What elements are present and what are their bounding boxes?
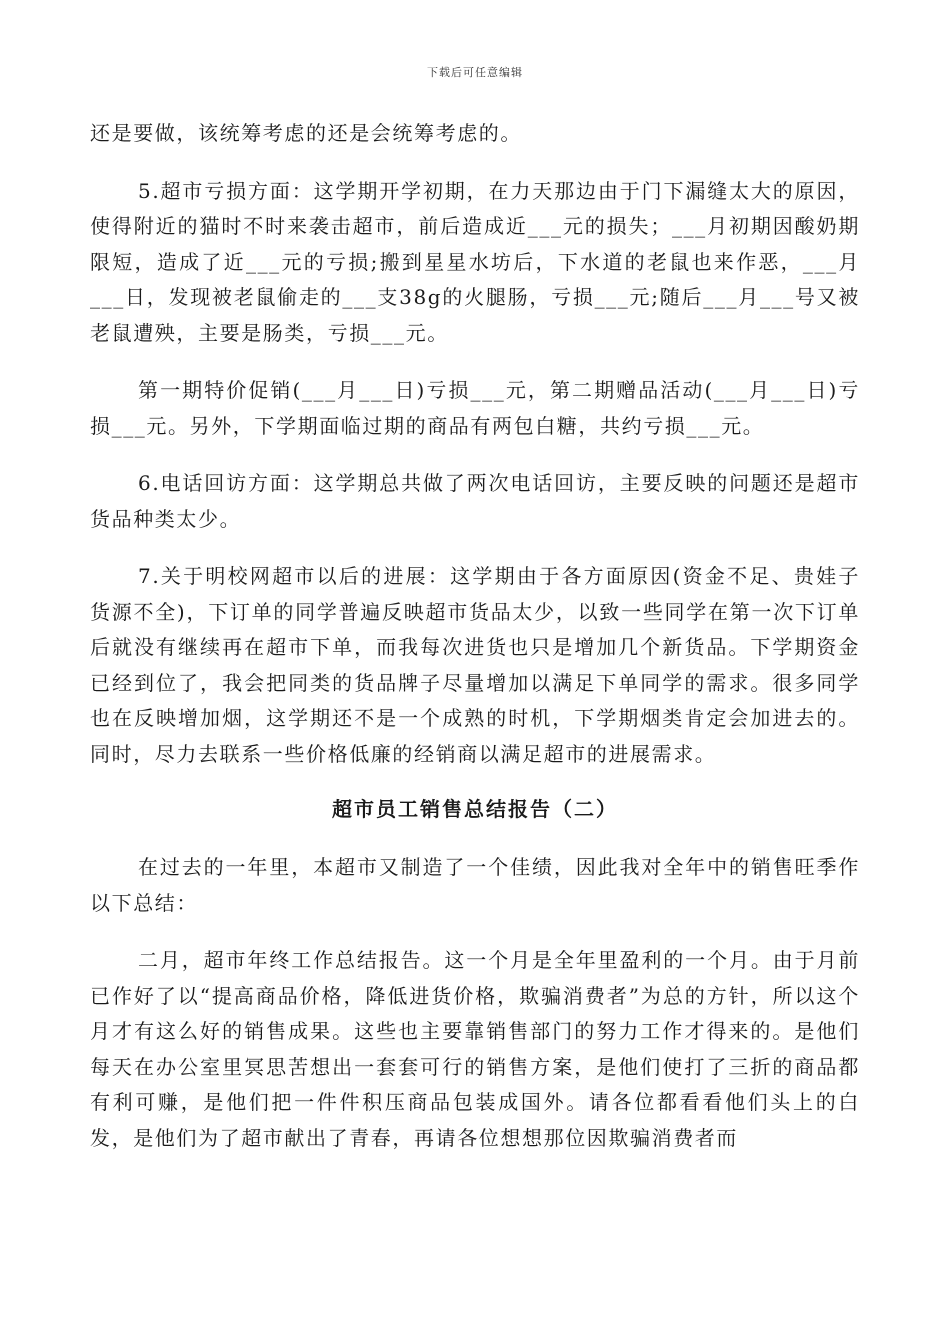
paragraph-promotion-losses: 第一期特价促销(___月___日)亏损___元，第二期赠品活动(___月___日)亏损___元。另外，下学期面临过期的商品有两包白糖，共约亏损___元。 xyxy=(90,378,860,438)
paragraph-future-development: 7.关于明校网超市以后的进展：这学期由于各方面原因(资金不足、贵娃子货源不全)，下订单的同学普遍反映超市货品太少，以致一些同学在第一次下订单后就没有继续再在超市下单，而我每次进货也只是增加几个新货品。下学期资金已经到位了，我会把同类的货品牌子尽量增加以满足下单同学的需求。很多同学也在反映增加烟，这学期还不是一个成熟的时机，下学期烟类肯定会加进去的。同时，尽力去联系一些价格低廉的经销商以满足超市的进展需求。 xyxy=(90,564,860,766)
paragraph-february-summary: 二月，超市年终工作总结报告。这一个月是全年里盈利的一个月。由于月前已作好了以“提高商品价格，降低进货价格，欺骗消费者”为总的方针，所以这个月才有这么好的销售成果。这些也主要靠销售部门的努力工作才得来的。是他们每天在办公室里冥思苦想出一套套可行的销售方案，是他们使打了三折的商品都有利可赚，是他们把一件件积压商品包装成国外。请各位都看看他们头上的白发，是他们为了超市献出了青春，再请各位想想那位因欺骗消费者而 xyxy=(90,948,860,1150)
document-body xyxy=(90,116,860,1178)
paragraph-continuation: 还是要做，该统筹考虑的还是会统筹考虑的。 xyxy=(90,121,522,145)
section-title: 超市员工销售总结报告（二） xyxy=(332,797,618,821)
page-header-note: 下载后可任意编辑 xyxy=(427,66,523,79)
paragraph-phone-followup: 6.电话回访方面：这学期总共做了两次电话回访，主要反映的问题还是超市货品种类太少。 xyxy=(90,471,860,531)
paragraph-supermarket-losses: 5.超市亏损方面：这学期开学初期，在力天那边由于门下漏缝太大的原因，使得附近的猫时不时来袭击超市，前后造成近___元的损失；___月初期因酸奶期限短，造成了近___元的亏损;搬到星星水坊后，下水道的老鼠也来作恶，___月___日，发现被老鼠偷走的___支38g的火腿肠，亏损___元;随后___月___号又被老鼠遭殃，主要是肠类，亏损___元。 xyxy=(90,178,860,345)
paragraph-annual-intro: 在过去的一年里，本超市又制造了一个佳绩，因此我对全年中的销售旺季作以下总结： xyxy=(90,855,860,915)
